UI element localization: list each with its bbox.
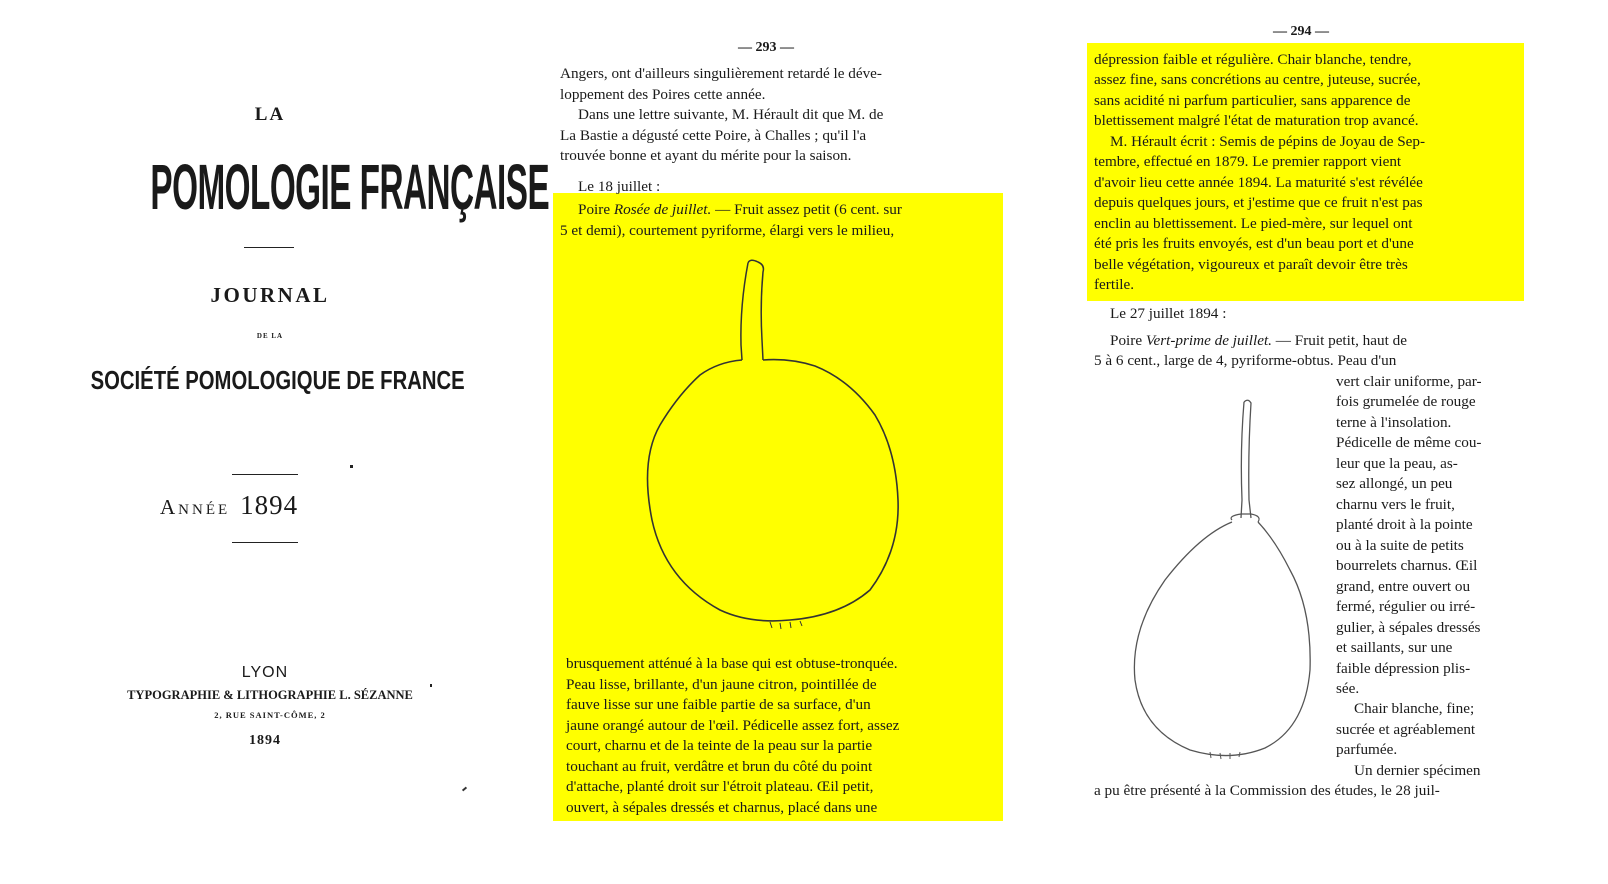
p294-col-2: fois grumelée de rouge	[1336, 393, 1476, 410]
p294-col-14: et saillants, sur une	[1336, 639, 1453, 656]
p294-entry-line-2: 5 à 6 cent., large de 4, pyriforme-obtus. Peau d'un	[1094, 352, 1397, 369]
p293-line-3: Dans une lettre suivante, M. Hérault dit que M. de	[578, 106, 884, 123]
p294-col-11: grand, entre ouvert ou	[1336, 578, 1471, 595]
p294-line-5: M. Hérault écrit : Semis de pépins de Joyau de Sep-	[1110, 133, 1426, 150]
cover-speck-3	[462, 787, 467, 792]
p294-col-18: sucrée et agréablement	[1336, 721, 1476, 738]
p294-line-4: blettissement malgré l'état de maturation trop avancé.	[1094, 112, 1419, 129]
cover-imprint-year: 1894	[249, 733, 281, 748]
page-number-293: — 293 —	[738, 40, 794, 55]
p293-line-1: Angers, ont d'ailleurs singulièrement retardé le déve-	[560, 65, 882, 82]
p294-entry	[1110, 331, 1407, 352]
cover-speck	[350, 465, 353, 468]
p293-bottom-5: court, charnu et de la teinte de la peau sur la partie	[566, 737, 873, 754]
journal-title: POMOLOGIE FRANÇAISE	[150, 151, 550, 223]
cover-city: LYON	[241, 664, 289, 681]
p293-line-4: La Bastie a dégusté cette Poire, à Challes ; qu'il l'a	[560, 127, 867, 144]
p294-line-10: été pris les fruits envoyés, est d'un beau port et d'une	[1094, 235, 1414, 252]
p293-bottom-8: ouvert, à sépales dressés et charnus, placé dans une	[566, 799, 878, 816]
society-name: SOCIÉTÉ POMOLOGIQUE DE FRANCE	[90, 365, 465, 395]
p293-entry-variety: Rosée de juillet.	[613, 201, 712, 218]
p294-col-9: ou à la suite de petits	[1336, 537, 1464, 554]
p294-col-15: faible dépression plis-	[1336, 660, 1471, 677]
p293-entry	[578, 200, 902, 221]
p294-col-3: terne à l'insolation.	[1336, 414, 1452, 431]
cover-rule-1	[244, 247, 294, 248]
p294-col-5: leur que la peau, as-	[1336, 455, 1458, 472]
p293-entry-lead: Poire	[578, 201, 614, 218]
p294-line-12: fertile.	[1094, 276, 1135, 293]
p294-col-7: charnu vers le fruit,	[1336, 496, 1455, 513]
cover-rule-3	[232, 542, 298, 543]
p294-entry-variety: Vert-prime de juillet.	[1145, 332, 1272, 349]
p293-entry-line-2: 5 et demi), courtement pyriforme, élargi vers le milieu,	[560, 222, 895, 239]
pear-illustration-rosee	[600, 250, 930, 640]
p293-bottom-4: jaune orangé autour de l'œil. Pédicelle assez fort, assez	[566, 717, 900, 734]
cover-printer: TYPOGRAPHIE & LITHOGRAPHIE L. SÉZANNE	[127, 688, 413, 702]
p294-col-10: bourrelets charnus. Œil	[1336, 557, 1478, 574]
p294-line-8: depuis quelques jours, et j'estime que ce fruit n'est pas	[1094, 194, 1423, 211]
cover-rule-2	[232, 474, 298, 475]
p293-bottom-1: brusquement atténué à la base qui est obtuse-tronquée.	[566, 655, 898, 672]
cover-de-la: DE LA	[256, 332, 284, 340]
p294-col-20: Un dernier spécimen	[1354, 762, 1481, 779]
p293-entry-rest: — Fruit assez petit (6 cent. sur	[711, 201, 902, 218]
p294-date: Le 27 juillet 1894 :	[1110, 305, 1227, 322]
p294-col-4: Pédicelle de même cou-	[1336, 434, 1482, 451]
p294-line-1: dépression faible et régulière. Chair blanche, tendre,	[1094, 51, 1412, 68]
p293-date: Le 18 juillet :	[578, 178, 661, 195]
p293-bottom-3: fauve lisse sur une faible partie de sa surface, d'un	[566, 696, 871, 713]
page-number-294: — 294 —	[1273, 24, 1329, 39]
p294-col-12: fermé, régulier ou irré-	[1336, 598, 1476, 615]
p294-col-1: vert clair uniforme, par-	[1336, 373, 1482, 390]
p294-entry-lead: Poire	[1110, 332, 1146, 349]
annee-label: Année	[160, 495, 231, 519]
p294-line-11: belle végétation, vigoureux et paraît devoir être très	[1094, 256, 1408, 273]
cover-la: LA	[254, 104, 286, 125]
p293-line-2: loppement des Poires cette année.	[560, 86, 766, 103]
p293-bottom-2: Peau lisse, brillante, d'un jaune citron, pointillée de	[566, 676, 877, 693]
p294-col-8: planté droit à la pointe	[1336, 516, 1473, 533]
p294-col-17: Chair blanche, fine;	[1354, 700, 1475, 717]
p294-line-2: assez fine, sans concrétions au centre, juteuse, sucrée,	[1094, 71, 1421, 88]
cover-journal-label: JOURNAL	[210, 283, 330, 307]
pear-illustration-vert-prime	[1110, 390, 1340, 770]
p294-line-6: tembre, effectué en 1879. Le premier rapport vient	[1094, 153, 1402, 170]
p294-col-6: sez allongé, un peu	[1336, 475, 1453, 492]
p294-col-16: sée.	[1336, 680, 1360, 697]
p294-col-13: gulier, à sépales dressés	[1336, 619, 1481, 636]
p294-col-19: parfumée.	[1336, 741, 1398, 758]
p293-bottom-7: d'attache, planté droit sur l'étroit plateau. Œil petit,	[566, 778, 874, 795]
p294-entry-rest: — Fruit petit, haut de	[1271, 332, 1407, 349]
annee-year: 1894	[240, 490, 299, 520]
cover-speck-2	[430, 684, 432, 687]
p294-line-3: sans acidité ni parfum particulier, sans apparence de	[1094, 92, 1411, 109]
p293-bottom-6: touchant au fruit, verdâtre et brun du côté du point	[566, 758, 873, 775]
p293-line-5: trouvée bonne et ayant du mérite pour la saison.	[560, 147, 852, 164]
cover-address: 2, RUE SAINT-CÔME, 2	[214, 710, 326, 720]
p294-line-9: enclin au blettissement. Le pied-mère, sur lequel ont	[1094, 215, 1413, 232]
p294-line-7: d'avoir lieu cette année 1894. La maturité s'est révélée	[1094, 174, 1423, 191]
p294-last-line: a pu être présenté à la Commission des études, le 28 juil-	[1094, 782, 1440, 799]
cover-year-block	[160, 490, 390, 530]
